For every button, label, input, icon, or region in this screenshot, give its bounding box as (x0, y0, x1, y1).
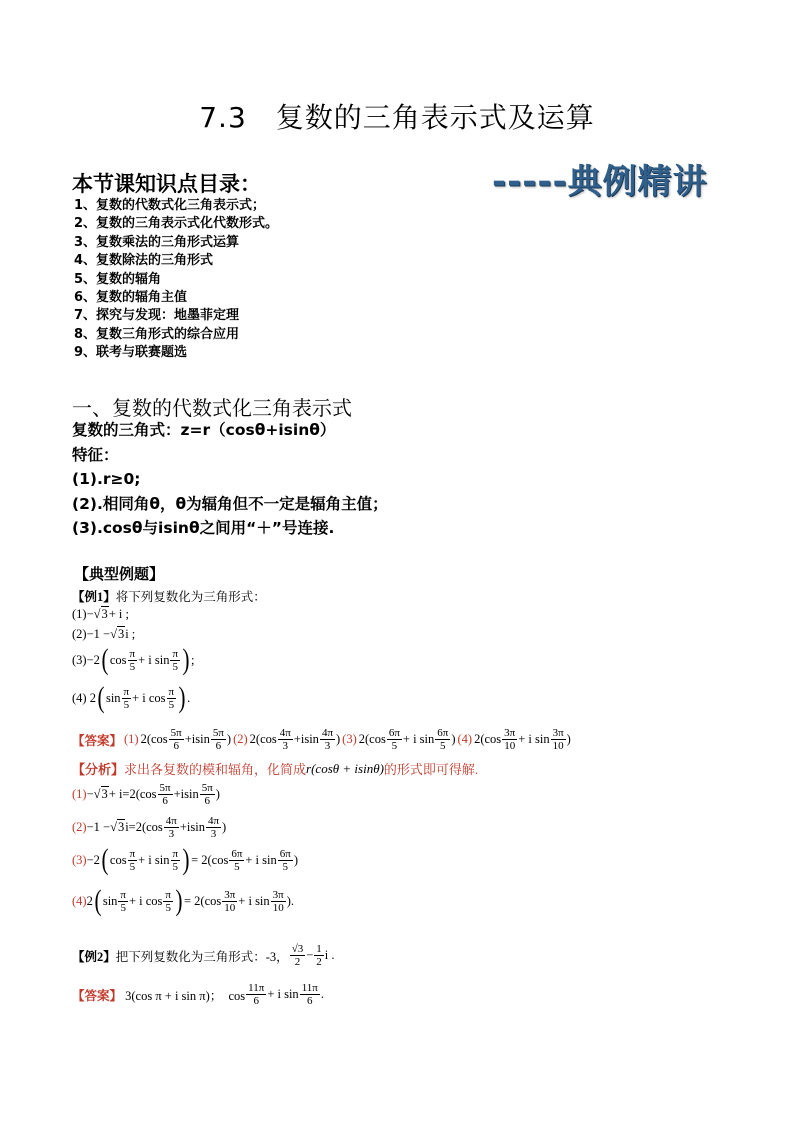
answer-label: 【答案】 (72, 733, 123, 748)
feature-item: (2).相同角θ，θ为辐角但不一定是辐角主值； (72, 494, 388, 513)
toc-item: 8、复数三角形式的综合应用 (74, 326, 240, 342)
example-1-answer: 【答案】 (1) 2(cos $\frac{5\pi}{6}$ +isin $\frac{5\pi}{6}$ ) (2) 2(cos $\frac{4\pi}{3}$ +isin $\frac{4\pi}{3}$ ) (3) 2(cos $\frac{6\pi}{5}$ + i sin $\frac{6\pi}{5}$ ) (4) 2(cos $\frac{3\pi}{10}$ + i sin $\frac{3\pi}{10}$ ) (72, 727, 571, 752)
example-1-item-1: (1)− √3 + i ; (72, 607, 129, 621)
toc-item: 1、复数的代数式化三角表示式； (74, 198, 266, 213)
examples-heading: 【典型例题】 (74, 565, 165, 583)
page-title: 7.3 复数的三角表示式及运算 (199, 101, 595, 134)
solution-3: (3) −2 ( cos $\frac{\pi}{5}$ + i sin $\frac{\pi}{5}$ ) = 2(cos $\frac{6\pi}{5}$ + i sin $\frac{6\pi}{5}$ ) (72, 843, 298, 876)
toc-item: 5、复数的辐角 (74, 271, 162, 287)
toc-item: 2、复数的三角表示式化代数形式。 (74, 216, 279, 232)
toc-list (74, 197, 278, 363)
example-label: 【例1】 (72, 590, 116, 604)
example-1-item-2: (2)−1 − √3 i ; (72, 627, 136, 641)
example-2-answer: 【答案】 3(cos π + i sin π)； cos $\frac{11\pi}{6}$ + i sin $\frac{11\pi}{6}$ . (72, 982, 324, 1007)
section-heading: 一、复数的代数式化三角表示式 (72, 396, 352, 420)
toc-heading: 本节课知识点目录： (72, 171, 261, 196)
example-prompt: 把下列复数化为三角形式：-3， (115, 949, 289, 964)
solution-2: (2) −1 − √3 i=2(cos $\frac{4\pi}{3}$ +isin $\frac{4\pi}{3}$ ) (72, 815, 227, 840)
solution-4: (4) 2 ( sin $\frac{\pi}{5}$ + i cos $\frac{\pi}{5}$ ) = 2(cos $\frac{3\pi}{10}$ + i sin $\frac{3\pi}{10}$ ). (72, 884, 295, 917)
example-label: 【例2】 (72, 949, 116, 964)
feature-item: (3).cosθ与isinθ之间用“＋”号连接. (72, 519, 335, 538)
analysis-text: 求出各复数的模和辐角，化简成 (124, 762, 307, 777)
example-1-analysis: 【分析】 求出各复数的模和辐角，化简成 r(cosθ + isinθ) 的形式即可得解. (72, 760, 479, 777)
example-prompt: 将下列复数化为三角形式： (115, 590, 266, 604)
analysis-label: 【分析】 (72, 762, 125, 777)
toc-item: 3、复数乘法的三角形式运算 (74, 234, 240, 250)
slogan-banner: -----典例精讲 (492, 162, 708, 202)
feature-heading: 特征： (72, 445, 119, 464)
toc-item: 7、探究与发现：地墨菲定理 (74, 308, 240, 324)
feature-item: (1).r≥0; (72, 470, 141, 489)
trig-form-definition: 复数的三角式：z=r（cosθ+isinθ） (72, 421, 336, 439)
toc-item: 9、联考与联赛题选 (74, 345, 188, 361)
example-1-item-4: (4) 2 ( sin $\frac{\pi}{5}$ + i cos $\frac{\pi}{5}$ ) . (72, 681, 191, 714)
analysis-text: 的形式即可得解. (383, 762, 479, 777)
feature-list (72, 418, 388, 541)
toc-item: 4、复数除法的三角形式 (74, 253, 214, 269)
answer-label: 【答案】 (72, 988, 123, 1003)
solution-1: (1) − √3 + i=2(cos $\frac{5\pi}{6}$ +isin $\frac{5\pi}{6}$ ) (72, 782, 220, 807)
toc-item: 6、复数的辐角主值 (74, 290, 188, 306)
example-2-prompt: 【例2】 把下列复数化为三角形式：-3， $\frac{√3}{2}$ − $\frac{1}{2}$ i . (72, 943, 335, 968)
example-1-item-3: (3)−2 ( cos $\frac{\pi}{5}$ + i sin $\frac{\pi}{5}$ ) ; (72, 643, 195, 676)
example-1-prompt (72, 587, 266, 605)
